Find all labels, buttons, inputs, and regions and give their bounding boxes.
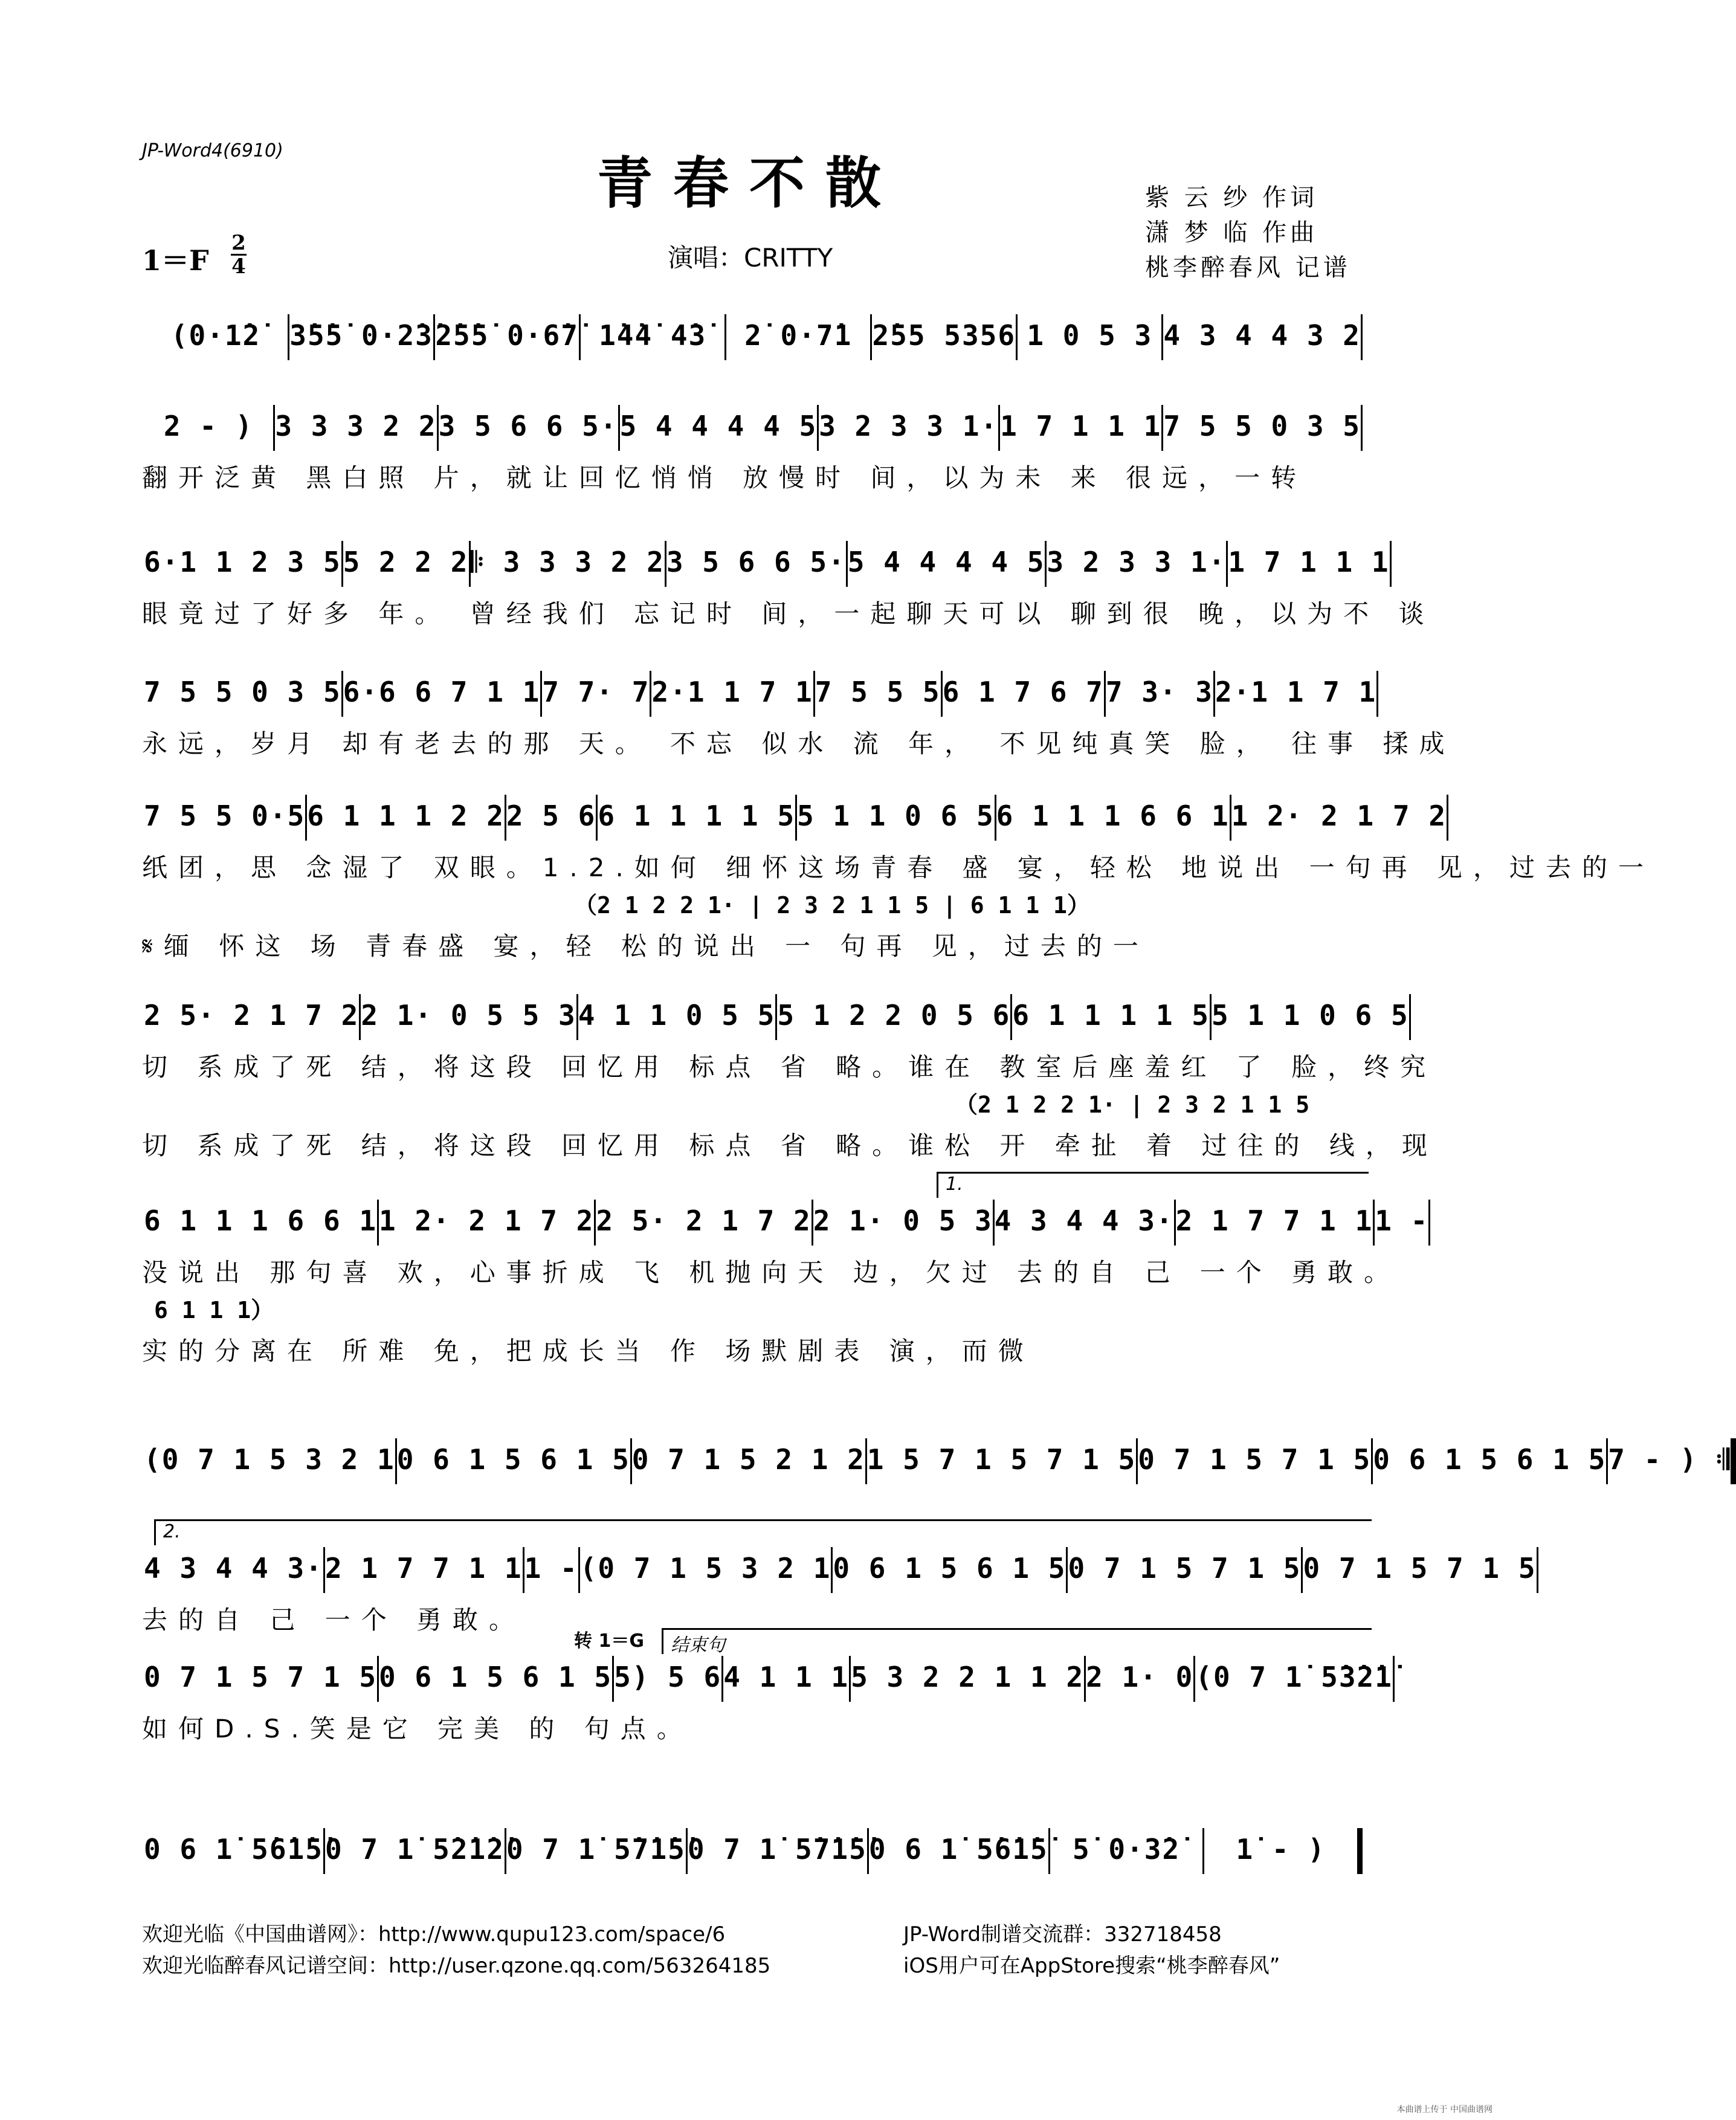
measure: 2 1 7 7 1 1 [324,1552,523,1585]
measure: 7 7· 7 [542,676,650,708]
measure: 7 5 5 0 3 5 [144,676,341,708]
measure: (0 7 1 5 3 2 1 [144,1443,395,1476]
measure: 5̇ 0·3̇2̇ [1072,1833,1181,1866]
barline [1361,405,1363,451]
measure: 7 5 5 5 [815,676,941,708]
measure: 0 6 1 5 6 1 5 [1373,1443,1607,1476]
alternate-notation: （2 1 2 2 1· | 2 3 2 1 1 5 [955,1091,1310,1118]
footer-left [142,1919,770,1982]
measure: 5 1 1 0 6 5 [797,800,995,832]
measure: 2̇ 0·7̇1 [744,319,853,352]
measure: 7 3· 3 [1105,676,1213,708]
alternate-lyric-line: 𝄋缅 怀这 场 青春盛 宴，轻 松的说出 一 句再 见，过去的一 [142,931,1149,961]
measure: 2·1 1 7 1 [1215,676,1377,708]
measure: 5 4 4 4 4 5 [847,546,1045,578]
measure: 3 5 6 6 5· [438,410,618,442]
lyric-line: 去的自 己 一个 勇敢。 [142,1605,526,1635]
time-top: 2 [231,231,246,255]
measure: 2 1· 0 5 5 3 [361,999,576,1032]
measure: 2 5 6 [506,800,596,832]
singer-label: 演唱：CRITTY [668,243,833,273]
measure: 2 - ) [163,410,254,442]
footer-link-qzone[interactable]: 欢迎光临醉春风记谱空间：http://user.qzone.qq.com/563264185 [142,1954,771,1978]
measure: 6 1 1 1 1 5 [598,800,796,832]
measure: 5 4 4 4 4 5 [619,410,818,442]
measure: 3 3 3 2 2 [275,410,437,442]
measure: 1 - [1375,1204,1429,1237]
notation-row [142,1547,1537,1595]
barline [1537,1547,1538,1593]
barline [1393,1656,1395,1702]
alternate-notation: 6 1 1 1） [154,1297,274,1323]
measure: 𝄆 3 3 3 2 2 [470,546,665,578]
lyric-line: 切 系成了死 结，将这段 回忆用 标点 省 略。谁在 教室后座羞红 了 脸，终究 [142,1052,1437,1082]
credits [1145,180,1351,285]
measure: 0 7 1 5 2 1 2 [631,1443,865,1476]
measure: 3 2 3 3 1· [819,410,999,442]
lyric-line: 没说出 那句喜 欢，心事折成 飞 机抛向天 边，欠过 去的自 己 一个 勇敢。 [142,1258,1401,1287]
volta-bracket: 1. [937,1172,1369,1198]
measure: 0 7 1 5 7 1 5 [1138,1443,1372,1476]
barline [1390,541,1392,587]
measure: 1 5 7 1 5 7 1 5 [866,1443,1137,1476]
lyricist-credit: 紫 云 纱 作词 [1145,184,1318,212]
measure: (0·1̇2̇ [170,319,261,352]
notation-row [142,1656,1393,1704]
barline [1428,1200,1430,1246]
measure: 6 1 1 1 6 6 1 [144,1204,378,1237]
measure: 1 7 1 1 1 [1000,410,1162,442]
measure: 0 7 1̇ 5̇7̇1̇5̇ [687,1833,867,1866]
measure: 2 1· 0 [1086,1661,1194,1693]
barline [1361,314,1363,360]
measure: (0 7 1 5 3 2 1 [579,1552,831,1585]
measure: 1 2· 2 1 7 2 [379,1204,595,1237]
key-signature: 1＝F [142,244,209,277]
measure: 6 1 1 1 6 6 1 [996,800,1230,832]
notation-row [142,1200,1429,1248]
measure: 6·6 6 7 1 1 [343,676,541,708]
measure: 5 1 1 0 6 5 [1212,999,1409,1032]
measure: 0 6 1̇ 5̇6̇1̇5̇ [144,1833,323,1866]
notation-row [142,671,1377,719]
measure: 6 1 1 1 2 2 [307,800,505,832]
measure: 7 5 5 0·5 [144,800,306,832]
measure: 0 7 1 5 7 1 5 [1303,1552,1537,1585]
measure: 0 6 1̇ 5̇6̇1̇5̇ [868,1833,1048,1866]
measure: 5) 5 6 [614,1661,722,1693]
notation-row [142,405,1363,453]
alternate-lyric-line: 切 系成了死 结，将这段 回忆用 标点 省 略。谁松 开 牵扯 着 过往的 线，现 [142,1131,1438,1160]
notation-row [142,541,1390,589]
measure: 5 3 2 2 1 1 2 [851,1661,1085,1693]
measure: 2 5· 2 1 7 2 [596,1204,812,1237]
barline [1731,1438,1736,1484]
measure: 1 7 1 1 1 [1228,546,1390,578]
footer-link-qupu[interactable]: 欢迎光临《中国曲谱网》：http://www.qupu123.com/space/6 [142,1922,726,1947]
footer-group-info: JP-Word制谱交流群：332718458 [903,1922,1222,1947]
measure: 1 - [524,1552,578,1585]
measure: 1̇4̇4̇ 4̇3̇ [599,319,707,352]
measure: 7 - ) 𝄇 [1608,1443,1731,1476]
notation-row [142,1438,1731,1487]
measure: 1̇ - ) [1236,1833,1326,1866]
lyric-line: 翻开泛黄 黑白照 片，就让回忆悄悄 放慢时 间，以为未 来 很远，一转 [142,463,1308,493]
notation-row [142,795,1447,843]
measure: 4 3 4 4 3 2 [1163,319,1361,352]
measure: 4 1 1 0 5 5 [578,999,776,1032]
measure: 2̇55 5356 [872,319,1016,352]
measure: 0 7 1̇ 5̇7̇1̇5̇ [506,1833,686,1866]
measure: 6·1 1 2 3 5 [144,546,341,578]
ending-section-label: 结束句 [662,1628,1372,1654]
notation-row [142,314,1363,363]
alternate-notation: （2 1 2 2 1· | 2 3 2 1 1 5 | 6 1 1 1） [574,892,1090,919]
measure: 3 5 6 6 5· [666,546,846,578]
measure: 0 6 1 5 6 1 5 [379,1661,613,1693]
song-title: 青春不散 [596,150,902,216]
barline [1357,1828,1363,1874]
volta-bracket: 2. [154,1519,1372,1545]
measure: 7 5 5 0 3 5 [1163,410,1361,442]
measure: 1 0 5 3 [1027,319,1153,352]
measure: 2·1 1 7 1 [651,676,813,708]
measure: 5 1 2 2 0 5 6 [777,999,1011,1032]
measure: 5 2 2 2 [343,546,469,578]
lyric-line: 永远，岁月 却有老去的那 天。 不忘 似水 流 年， 不见纯真笑 脸， 往事 揉成 [142,729,1456,758]
measure: 0 7 1̇ 5̇2̇1̇2̇ [324,1833,505,1866]
measure: 0 6 1 5 6 1 5 [396,1443,630,1476]
measure: 0 7 1 5 7 1 5 [144,1661,378,1693]
measure: 4 1 1 1 [723,1661,850,1693]
lyric-line: 纸团，思 念湿了 双眼。1.2.如何 细怀这场青春 盛 宴，轻松 地说出 一句再 见，过去的一 [142,853,1654,882]
measure: 2 5· 2 1 7 2 [144,999,360,1032]
barline [1447,795,1448,841]
measure: 2 1· 0 5 3 [813,1204,993,1237]
time-bottom: 4 [231,254,246,279]
measure: (0 7 1̇ 5̇3̇2̇1̇ [1195,1661,1393,1693]
time-signature [231,232,247,277]
measure: 1 2· 2 1 7 2 [1231,800,1447,832]
composer-credit: 潇 梦 临 作曲 [1145,219,1318,247]
measure: 6 1 7 6 7 [942,676,1104,708]
measure: 6 1 1 1 1 5 [1012,999,1210,1032]
measure: 3 2 3 3 1· [1047,546,1227,578]
lyric-line: 如何D.S.笑是它 完美 的 句点。 [142,1714,693,1744]
lyric-line: 眼竟过了好多 年。 曾经我们 忘记时 间，一起聊天可以 聊到很 晚，以为不 谈 [142,599,1435,629]
measure: 4 3 4 4 3· [994,1204,1174,1237]
measure: 2 1 7 7 1 1 [1175,1204,1373,1237]
footer-right [903,1919,1280,1982]
barline [1409,994,1411,1040]
measure: 0 7 1 5 7 1 5 [1068,1552,1302,1585]
alternate-lyric-line: 实的分离在 所难 免，把成长当 作 场默剧表 演，而微 [142,1336,1034,1366]
barline [1376,671,1378,717]
measure: 0 6 1 5 6 1 5 [833,1552,1066,1585]
footer-appstore-info: iOS用户可在AppStore搜索“桃李醉春风” [903,1954,1280,1978]
notation-row [142,994,1409,1042]
software-label: JP-Word4(6910) [142,140,283,161]
key-change-label: 转 1＝G [574,1630,644,1652]
upload-watermark: 本曲谱上传于 中国曲谱网 [1396,2105,1492,2115]
transcriber-credit: 桃李醉春风 记谱 [1145,254,1351,282]
measure: 3̇5̇5̇ 0·2̇3̇ [289,319,433,352]
measure: 2̇5̇5̇ 0·6̇7̇ [435,319,579,352]
measure: 4 3 4 4 3· [144,1552,323,1585]
notation-row [142,1828,1363,1876]
